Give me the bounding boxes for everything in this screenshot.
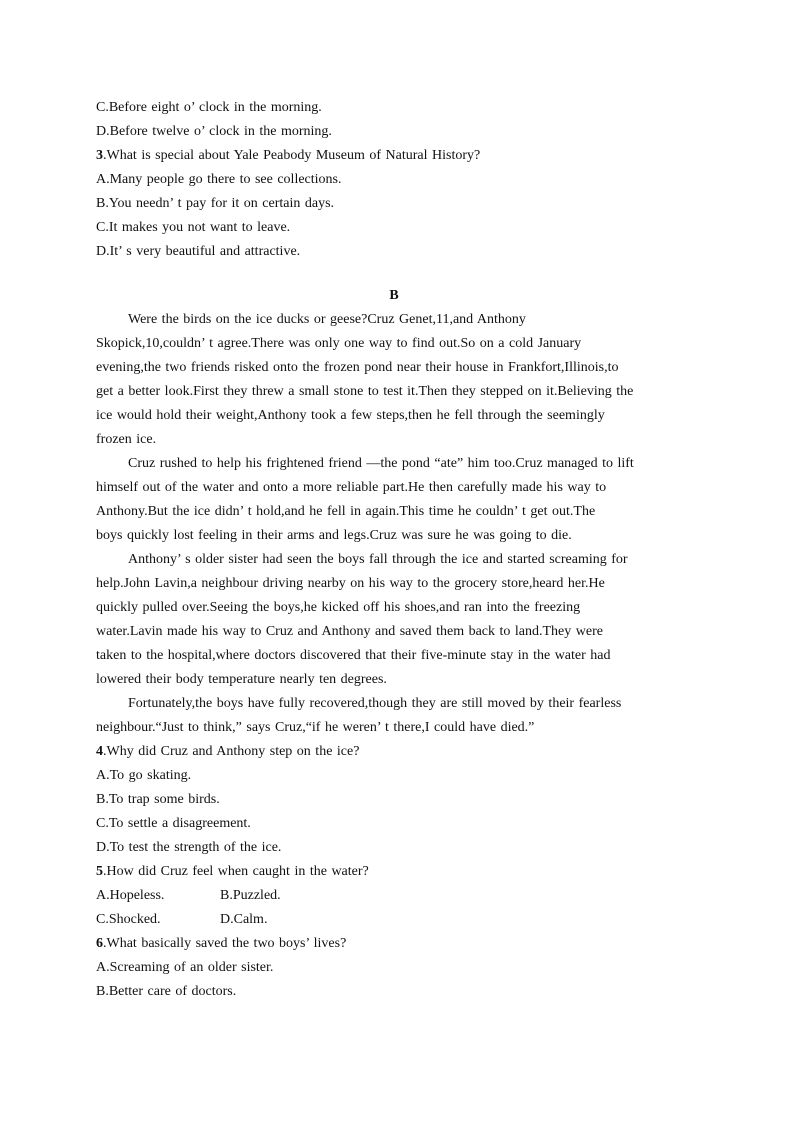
- section-gap: [96, 264, 696, 284]
- passage-line: ice would hold their weight,Anthony took a few steps,then he fell through the seemingly: [96, 408, 605, 423]
- question-3-text: .What is special about Yale Peabody Museum of Natural History?: [103, 148, 481, 163]
- question-5: [96, 860, 696, 884]
- q5-option-b: B.Puzzled.: [220, 888, 281, 903]
- passage-line: Skopick,10,couldn’ t agree.There was only one way to find out.So on a cold January: [96, 336, 582, 351]
- passage-line: Anthony.But the ice didn’ t hold,and he fell in again.This time he couldn’ t get out.The: [96, 504, 596, 519]
- passage-line: Cruz rushed to help his frightened friend —the pond “ate” him too.Cruz managed to lift: [128, 456, 634, 471]
- passage-line: get a better look.First they threw a small stone to test it.Then they stepped on it.Believing the: [96, 384, 634, 399]
- q4-option-d: D.To test the strength of the ice.: [96, 840, 282, 855]
- q3-option-d: D.It’ s very beautiful and attractive.: [96, 244, 301, 259]
- passage-line: himself out of the water and onto a more reliable part.He then carefully made his way to: [96, 480, 607, 495]
- question-3: [96, 144, 696, 168]
- q4-option-a: A.To go skating.: [96, 768, 192, 783]
- q5-option-c: C.Shocked.: [96, 912, 161, 927]
- passage-line: help.John Lavin,a neighbour driving nearby on his way to the grocery store,heard her.He: [96, 576, 605, 591]
- exam-page: [96, 96, 696, 1004]
- passage-line: Were the birds on the ice ducks or geese?Cruz Genet,11,and Anthony: [128, 312, 526, 327]
- question-4: [96, 740, 696, 764]
- passage-line: taken to the hospital,where doctors discovered that their five-minute stay in the water had: [96, 648, 611, 663]
- passage-line: Fortunately,the boys have fully recovered,though they are still moved by their fearless: [128, 696, 622, 711]
- q6-option-b: B.Better care of doctors.: [96, 984, 237, 999]
- q3-option-c: C.It makes you not want to leave.: [96, 220, 291, 235]
- passage-line: evening,the two friends risked onto the frozen pond near their house in Frankfort,Illinois,to: [96, 360, 619, 375]
- question-4-text: .Why did Cruz and Anthony step on the ice?: [103, 744, 360, 759]
- q2-option-d: D.Before twelve o’ clock in the morning.: [96, 124, 332, 139]
- passage-line: water.Lavin made his way to Cruz and Anthony and saved them back to land.They were: [96, 624, 603, 639]
- question-5-text: .How did Cruz feel when caught in the water?: [103, 864, 369, 879]
- question-6: [96, 932, 696, 956]
- q5-options-row-2: [96, 908, 696, 932]
- q3-option-b: B.You needn’ t pay for it on certain days.: [96, 196, 335, 211]
- q4-option-c: C.To settle a disagreement.: [96, 816, 251, 831]
- question-6-number: 6: [96, 936, 103, 951]
- q4-option-b: B.To trap some birds.: [96, 792, 220, 807]
- q5-option-a: A.Hopeless.: [96, 888, 165, 903]
- passage-line: quickly pulled over.Seeing the boys,he kicked off his shoes,and ran into the freezing: [96, 600, 581, 615]
- passage-line: neighbour.“Just to think,” says Cruz,“if he weren’ t there,I could have died.”: [96, 720, 535, 735]
- question-3-number: 3: [96, 148, 103, 163]
- passage-line: boys quickly lost feeling in their arms and legs.Cruz was sure he was going to die.: [96, 528, 572, 543]
- question-6-text: .What basically saved the two boys’ lives?: [103, 936, 347, 951]
- passage-line: Anthony’ s older sister had seen the boys fall through the ice and started screaming for: [128, 552, 628, 567]
- q5-options-row-1: [96, 884, 696, 908]
- section-b-heading: B: [389, 288, 399, 303]
- passage-line: frozen ice.: [96, 432, 157, 447]
- passage-line: lowered their body temperature nearly ten degrees.: [96, 672, 387, 687]
- q2-option-c: C.Before eight o’ clock in the morning.: [96, 100, 322, 115]
- question-4-number: 4: [96, 744, 103, 759]
- question-5-number: 5: [96, 864, 103, 879]
- q5-option-d: D.Calm.: [220, 912, 268, 927]
- q6-option-a: A.Screaming of an older sister.: [96, 960, 274, 975]
- q3-option-a: A.Many people go there to see collections.: [96, 172, 342, 187]
